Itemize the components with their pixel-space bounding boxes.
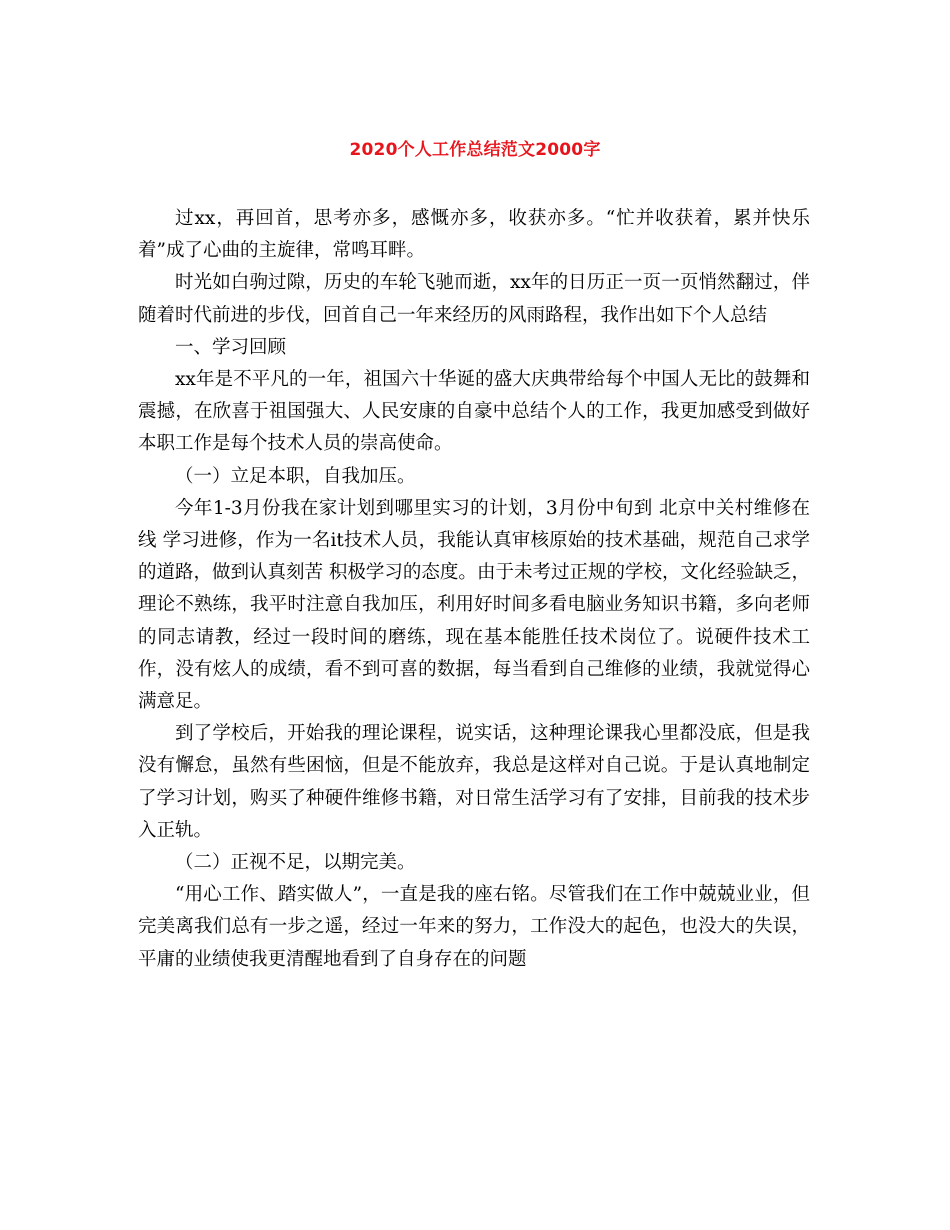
paragraph-internship: 今年1-3月份我在家计划到哪里实习的计划，3月份中旬到 北京中关村维修在线 学习进修，作为一名it技术人员，我能认真审核原始的技术基础，规范自己求学的道路，做到认真刻苦 积极学习的态度。由于未考过正规的学校，文化经验缺乏，理论不熟练，我平时注意自我加压，利用好时间多看电脑业务知识书籍，多向老师的同志请教，经过一段时间的磨练，现在基本能胜任技术岗位了。说硬件技术工作，没有炫人的成绩，看不到可喜的数据，每当看到自己维修的业绩，我就觉得心满意足。 — [138, 497, 810, 713]
section-heading-study-review: 一、学习回顾 — [175, 336, 287, 358]
document-body — [138, 203, 810, 976]
paragraph-school: 到了学校后，开始我的理论课程，说实话，这种理论课我心里都没底，但是我没有懈怠，虽然有些困恼，但是不能放弃，我总是这样对自己说。于是认真地制定了学习计划，购买了种硬件维修书籍，对日常生活学习有了安排，目前我的技术步入正轨。 — [138, 723, 810, 841]
paragraph-time: 时光如白驹过隙，历史的车轮飞驰而逝，xx年的日历正一页一页悄然翻过，伴随着时代前进的步伐，回首自己一年来经历的风雨路程，我作出如下个人总结 — [138, 272, 810, 326]
subsection-heading-1: （一）立足本职，自我加压。 — [175, 465, 416, 487]
subsection-heading-2: （二）正视不足，以期完美。 — [175, 852, 416, 874]
document-title: 2020个人工作总结范文2000字 — [349, 140, 601, 160]
paragraph-motto: “用心工作、踏实做人”，一直是我的座右铭。尽管我们在工作中兢兢业业，但完美离我们总有一步之遥，经过一年来的努力，工作没大的起色，也没大的失误，平庸的业绩使我更清醒地看到了自身存在的问题 — [138, 884, 810, 970]
paragraph-intro: 过xx，再回首，思考亦多，感慨亦多，收获亦多。“忙并收获着，累并快乐着”成了心曲的主旋律，常鸣耳畔。 — [138, 208, 810, 262]
paragraph-year-review: xx年是不平凡的一年，祖国六十华诞的盛大庆典带给每个中国人无比的鼓舞和震撼，在欣喜于祖国强大、人民安康的自豪中总结个人的工作，我更加感受到做好本职工作是每个技术人员的崇高使命。 — [138, 369, 810, 455]
